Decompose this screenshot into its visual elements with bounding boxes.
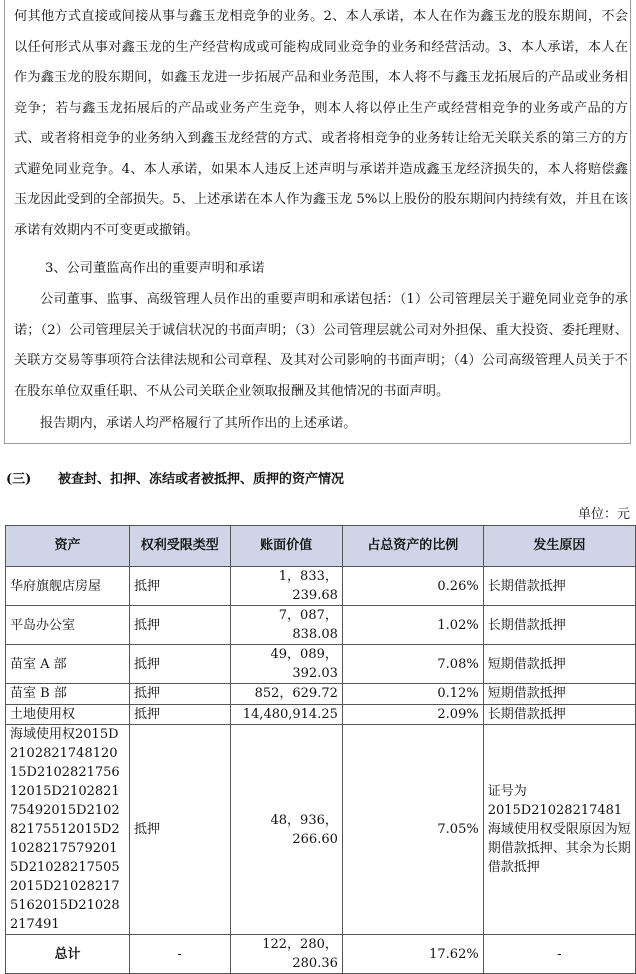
cell-percent: 2.09% bbox=[342, 704, 483, 725]
cell-book-value: 1，833，239.68 bbox=[230, 567, 342, 606]
cell-asset: 苗室 A 部 bbox=[6, 645, 130, 684]
section-title-text: 被查封、扣押、冻结或者被抵押、质押的资产情况 bbox=[58, 472, 345, 487]
cell-book-value: 7，087，838.08 bbox=[230, 606, 342, 645]
commitment-paragraph: 何其他方式直接或间接从事与鑫玉龙相竞争的业务。2、本人承诺，本人在作为鑫玉龙的股东期间，不会以任何形式从事对鑫玉龙的生产经营构成或可能构成同业竞争的业务和经营活动。3、本人承诺，本人在作为鑫玉龙的股东期间，如鑫玉龙进一步拓展产品和业务范围，本人将不与鑫玉龙拓展后的产品或业务相竞争；若与鑫玉龙拓展后的产品或业务产生竞争，则本人将以停止生产或经营相竞争的业务或产品的方式、或者将相竞争的业务纳入到鑫玉龙经营的方式、或者将相竞争的业务转让给无关联关系的第三方的方式避免同业竞争。4、本人承诺，如果本人违反上述声明与承诺并造成鑫玉龙经济损失的，本人将赔偿鑫玉龙因此受到的全部损失。5、上述承诺在本人作为鑫玉龙 5%以上股份的股东期间内持续有效，并且在该承诺有效期内不可变更或撤销。 bbox=[14, 9, 628, 238]
cell-reason: 长期借款抵押 bbox=[483, 704, 635, 725]
cell-book-value: 49，089，392.03 bbox=[230, 645, 342, 684]
commitment-paragraph-2: 公司董事、监事、高级管理人员作出的重要声明和承诺包括：（1）公司管理层关于避免同业竞争的承诺；（2）公司管理层关于诚信状况的书面声明；（3）公司管理层就公司对外担保、重大投资、委托理财、关联方交易等事项符合法律法规和公司章程、及其对公司影响的书面声明；（4）公司高级管理人员关于不在股东单位双重任职、不从公司关联企业领取报酬及其他情况的书面声明。 bbox=[14, 292, 628, 399]
cell-percent: 7.08% bbox=[342, 645, 483, 684]
header-book-value: 账面价值 bbox=[230, 526, 342, 567]
cell-book-value: 48，936，266.60 bbox=[230, 725, 342, 935]
cell-asset: 平岛办公室 bbox=[6, 606, 130, 645]
cell-reason: 证号为2015D21028217481 海域使用权受限原因为短期借款抵押、其余为长期借款抵押 bbox=[483, 725, 635, 935]
cell-type: 抵押 bbox=[129, 725, 230, 935]
table-row bbox=[6, 606, 636, 645]
cell-asset: 土地使用权 bbox=[6, 704, 130, 725]
table-header-row bbox=[6, 526, 636, 567]
cell-type: 抵押 bbox=[129, 704, 230, 725]
commitment-paragraph-3: 报告期内，承诺人均严格履行了其所作出的上述承诺。 bbox=[40, 416, 357, 431]
header-asset: 资产 bbox=[6, 526, 130, 567]
cell-asset: 海域使用权2015D210282174812015D210282175612015D210282175492015D210282175512015D210282175792015D210282175052015D210282175162015D21028217491 bbox=[6, 725, 130, 935]
restricted-assets-table bbox=[5, 525, 636, 974]
total-label: 总计 bbox=[6, 935, 130, 974]
header-percent: 占总资产的比例 bbox=[342, 526, 483, 567]
header-type: 权利受限类型 bbox=[129, 526, 230, 567]
commitment-heading: 3、公司董监高作出的重要声明和承诺 bbox=[45, 261, 265, 276]
unit-label: 单位：元 bbox=[577, 507, 630, 522]
total-reason: - bbox=[483, 935, 635, 974]
section-title bbox=[6, 468, 344, 487]
cell-reason: 短期借款抵押 bbox=[483, 645, 635, 684]
table-row bbox=[6, 567, 636, 606]
total-type: - bbox=[129, 935, 230, 974]
table-row bbox=[6, 704, 636, 725]
cell-reason: 长期借款抵押 bbox=[483, 606, 635, 645]
table-row bbox=[6, 645, 636, 684]
cell-asset: 苗室 B 部 bbox=[6, 684, 130, 705]
commitments-box bbox=[4, 0, 631, 444]
cell-book-value: 14,480,914.25 bbox=[230, 704, 342, 725]
cell-type: 抵押 bbox=[129, 684, 230, 705]
cell-percent: 1.02% bbox=[342, 606, 483, 645]
table-row bbox=[6, 725, 636, 935]
cell-type: 抵押 bbox=[129, 645, 230, 684]
cell-percent: 0.12% bbox=[342, 684, 483, 705]
table-total-row bbox=[6, 935, 636, 974]
cell-reason: 长期借款抵押 bbox=[483, 567, 635, 606]
cell-type: 抵押 bbox=[129, 606, 230, 645]
cell-reason: 短期借款抵押 bbox=[483, 684, 635, 705]
cell-type: 抵押 bbox=[129, 567, 230, 606]
cell-percent: 7.05% bbox=[342, 725, 483, 935]
total-book-value: 122，280，280.36 bbox=[230, 935, 342, 974]
cell-book-value: 852，629.72 bbox=[230, 684, 342, 705]
cell-asset: 华府旗舰店房屋 bbox=[6, 567, 130, 606]
table-row bbox=[6, 684, 636, 705]
section-number: (三) bbox=[6, 472, 32, 487]
cell-percent: 0.26% bbox=[342, 567, 483, 606]
total-percent: 17.62% bbox=[342, 935, 483, 974]
header-reason: 发生原因 bbox=[483, 526, 635, 567]
